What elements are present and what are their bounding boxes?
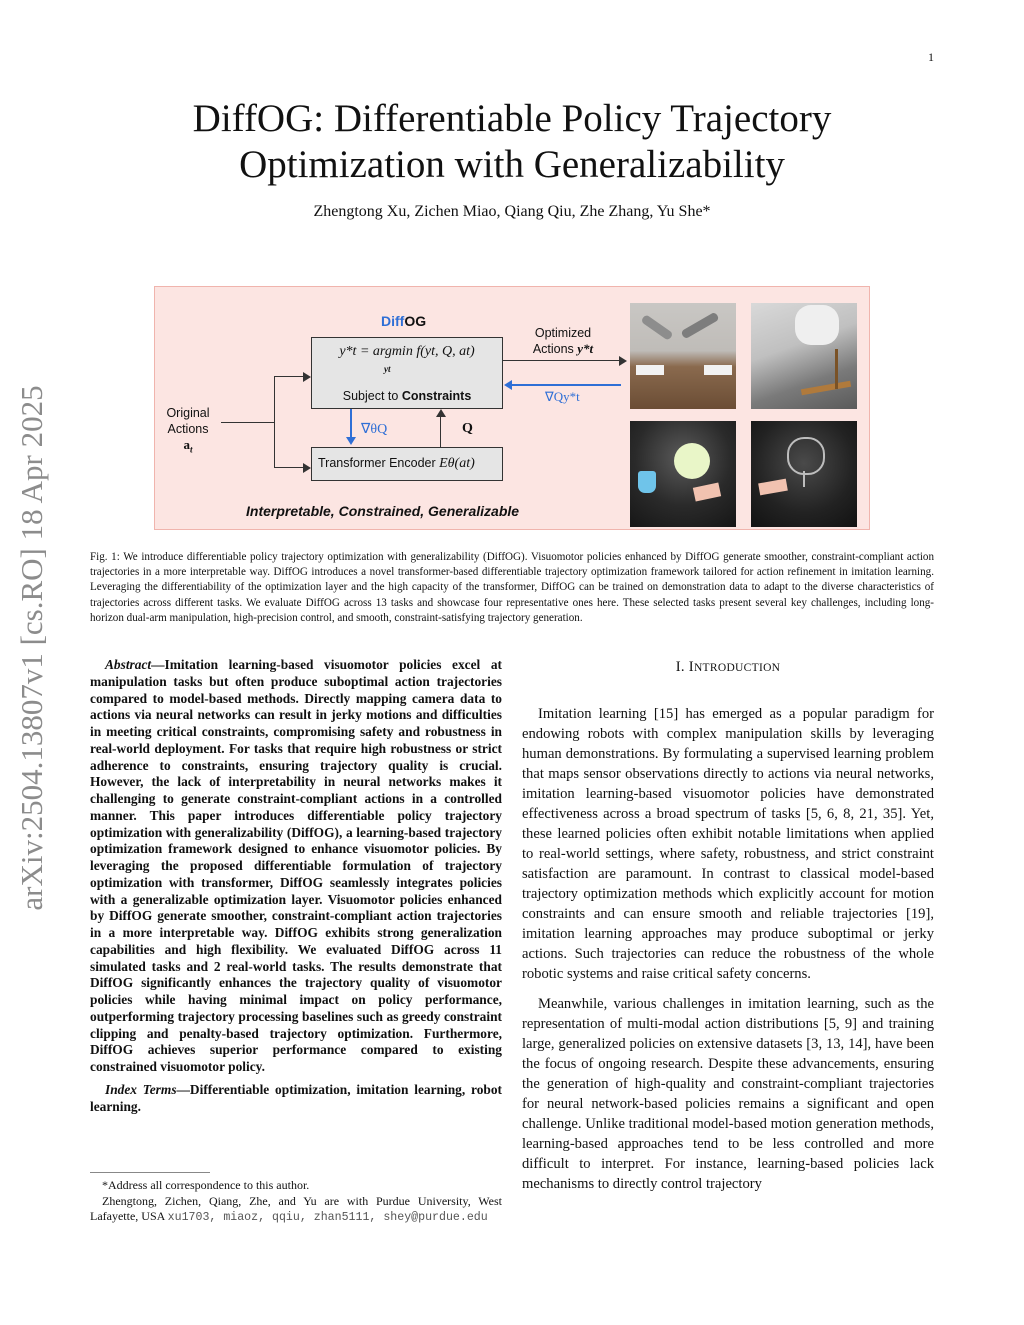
abstract-paragraph (90, 657, 502, 1076)
green-ball (674, 443, 710, 479)
argmin-subscript: yt (384, 364, 391, 374)
photo-dual-arm-task (630, 303, 736, 409)
index-terms-paragraph (90, 1082, 502, 1116)
grad-q-y-label: ∇Qy*t (545, 389, 580, 404)
q-label: Q (462, 421, 473, 436)
arrowhead-to-encoder (303, 463, 311, 473)
blue-cup (638, 471, 656, 493)
intro-paragraph-1: Imitation learning [15] has emerged as a popular paradigm for endowing robots with complex manipulation skills by leveraging human demonstrations. By formulating a supervised learning problem that maps sensor observations directly to actions via neural networks, imitation learning-based visuomotor policies have demonstrated effectiveness across a broad spectrum of tasks [5, 6, 8, 21, 35]. Yet, these learned policies often exhibit notable limitations when applied to real-world settings, where safety, robustness, and strict constraint satisfaction are paramount. In contrast to classical model-based trajectory optimization methods which explicitly account for motion constraints and can ensure smooth and reliable trajectories [19], imitation learning approaches may produce suboptimal or jerky actions. Such trajectories can reduce the robustness of the whole robotic systems and raise critical safety concerns. (522, 706, 934, 982)
intro-paragraph-2: Meanwhile, various challenges in imitation learning, such as the representation of multi-modal action distributions [5, 9] and training large, generalized policies on extensive datasets [3, 13, 14], have been the focus of ongoing research. Despite these advancements, ensuring the generation of high-quality and constraint-compliant trajectories for neural network-based policies remains a significant and open challenge. Unlike traditional model-based motion generation methods, learning-based approaches tend to be less controlled and more difficult to interpret. For instance, learning-based policies lack mechanisms to directly control trajectory (522, 996, 934, 1192)
arrowhead-to-opt (303, 372, 311, 382)
abstract-text: —Imitation learning-based visuomotor policies excel at manipulation tasks but often produce suboptimal action trajectories compared to model-based methods. Directly mapping camera data to actions via neural networks can result in jerky motions and difficulties in meeting critical constraints, compromising safety and robustness in real-world deployment. For tasks that require high robustness or strict adherence to constraints, ensuring trajectory quality is crucial. However, the lack of interpretability in neural networks makes it challenging to generate constraint-compliant actions in a controlled manner. This paper introduces differentiable policy trajectory optimization with generalizability (DiffOG), a learning-based trajectory optimization framework designed to enhance visuomotor policies. By leveraging the proposed differentiable formulation of trajectory optimization with transformer, DiffOG seamlessly integrates policies with a generalizable optimization layer. Visuomotor policies enhanced by DiffOG generate smoother, constraint-compliant action trajectories in a more interpretable way. DiffOG exhibits strong generalization capabilities and high flexibility. We evaluated DiffOG across 11 simulated tasks and 2 real-world tasks. The results demonstrate that DiffOG significantly enhances the trajectory quality of visuomotor policies while having minimal impact on policy performance, outperforming trajectory processing baselines such as greedy constraint clipping and penalty-based trajectory optimization. Furthermore, DiffOG achieves superior performance compared to existing constrained visuomotor policy. (90, 657, 502, 1074)
wine-glass (787, 437, 825, 475)
footnote-rule (90, 1172, 210, 1173)
transformer-encoder-box (311, 447, 503, 481)
introduction-heading (522, 657, 934, 678)
abstract-section (90, 657, 502, 1115)
robot-arm-left (640, 314, 673, 341)
optimized-actions-line2: Actions (532, 342, 578, 356)
abstract-label: Abstract (105, 657, 152, 672)
intro-heading-num: I. (675, 659, 689, 675)
wooden-stand-pole (835, 349, 838, 389)
grad-theta-arrowhead (346, 437, 356, 445)
input-arrow-line (221, 422, 274, 423)
footnote-correspondence: *Address all correspondence to this author. (102, 1178, 310, 1192)
optimized-actions-line1: Optimized (534, 326, 592, 340)
left-table-block (636, 365, 664, 375)
introduction-section (522, 657, 934, 1194)
subject-to-label: Subject to (342, 389, 402, 403)
arrow-to-opt (274, 376, 305, 377)
footnote-emails[interactable]: xu1703, miaoz, qqiu, zhan5111, shey@purdue.edu (167, 1211, 488, 1224)
arrow-to-encoder (274, 467, 305, 468)
original-actions-line1: Original (166, 406, 210, 420)
arxiv-stamp: arXiv:2504.13807v1 [cs.RO] 18 Apr 2025 (14, 385, 49, 911)
diffog-label-og: OG (404, 313, 427, 329)
wine-glass-stem (803, 471, 805, 487)
figure-caption: Fig. 1: We introduce differentiable policy trajectory optimization with generalizability (DiffOG). Visuomotor policies enhanced by DiffOG generate smoother, constraint-compliant action trajectories in a more interpretable way. DiffOG introduces a novel transformer-based differentiable trajectory optimization framework tailored for action refinement in imitation learning. Leveraging the differentiability of the optimization layer and the high capacity of the transformer, DiffOG can be trained on demonstration data to adapt to the diverse characteristics of trajectories across different tasks. We evaluate DiffOG across 13 tasks and showcase four representative ones here. These selected tasks present several key challenges, including long-horizon dual-arm manipulation, high-precision control, and smooth, constraint-satisfying trajectory generation. (90, 551, 934, 624)
wooden-stand-base (801, 381, 851, 396)
index-terms-text: —Differentiable optimization, imitation learning, robot learning. (90, 1081, 502, 1114)
original-actions-math: $a_t$ (183, 437, 193, 455)
gradient-back-arrowhead (504, 380, 512, 390)
robot-head (795, 305, 839, 345)
original-actions-line2: Actions (167, 422, 209, 436)
encoder-math: Eθ(at) (439, 456, 475, 471)
optimized-actions-label (525, 325, 601, 357)
page-number: 1 (928, 50, 934, 64)
argmin-equation: y*t = argmin f(yt, Q, at) (339, 344, 475, 359)
author-list: Zhengtong Xu, Zichen Miao, Qiang Qiu, Zhe Zhang, Yu She* (313, 203, 711, 220)
constraints-label: Constraints (401, 389, 472, 403)
figure-tagline: Interpretable, Constrained, Generalizable (246, 503, 520, 519)
index-terms-label: Index Terms (105, 1081, 177, 1097)
figure-1 (154, 286, 870, 530)
diffog-label (381, 313, 426, 329)
photo-cup-task (630, 421, 736, 527)
optimized-actions-math: y*t (577, 341, 594, 356)
footnote (90, 1178, 502, 1226)
optimization-layer-box (311, 337, 503, 409)
encoder-label: Transformer Encoder (318, 456, 440, 470)
diffog-label-diff: Diff (381, 313, 405, 329)
grad-theta-q-label: ∇θQ (361, 422, 388, 437)
robot-arm-right (680, 312, 719, 340)
gradient-back-arrow (511, 384, 621, 386)
arrow-to-output (503, 360, 621, 361)
pink-pad (693, 482, 721, 501)
arrowhead-to-output (619, 356, 627, 366)
pink-pad-2 (758, 479, 788, 496)
subject-to-text (312, 389, 502, 403)
footnote-affiliation: Zhengtong, Zichen, Qiang, Zhe, and Yu are with Purdue University, West Lafayette, USA (90, 1193, 502, 1223)
intro-heading-first: I (688, 659, 694, 675)
photo-hook-task (751, 303, 857, 409)
input-split-line (274, 376, 275, 468)
intro-heading-rest: NTRODUCTION (693, 662, 781, 674)
paper-title: DiffOG: Differentiable Policy Trajectory Optimization with Generalizability (192, 97, 832, 186)
q-arrowhead (436, 409, 446, 417)
q-arrow (440, 417, 441, 447)
original-actions-label (159, 405, 217, 458)
grad-theta-arrow (350, 409, 352, 439)
encoder-text (318, 456, 475, 472)
photo-glass-task (751, 421, 857, 527)
right-table-block (704, 365, 732, 375)
